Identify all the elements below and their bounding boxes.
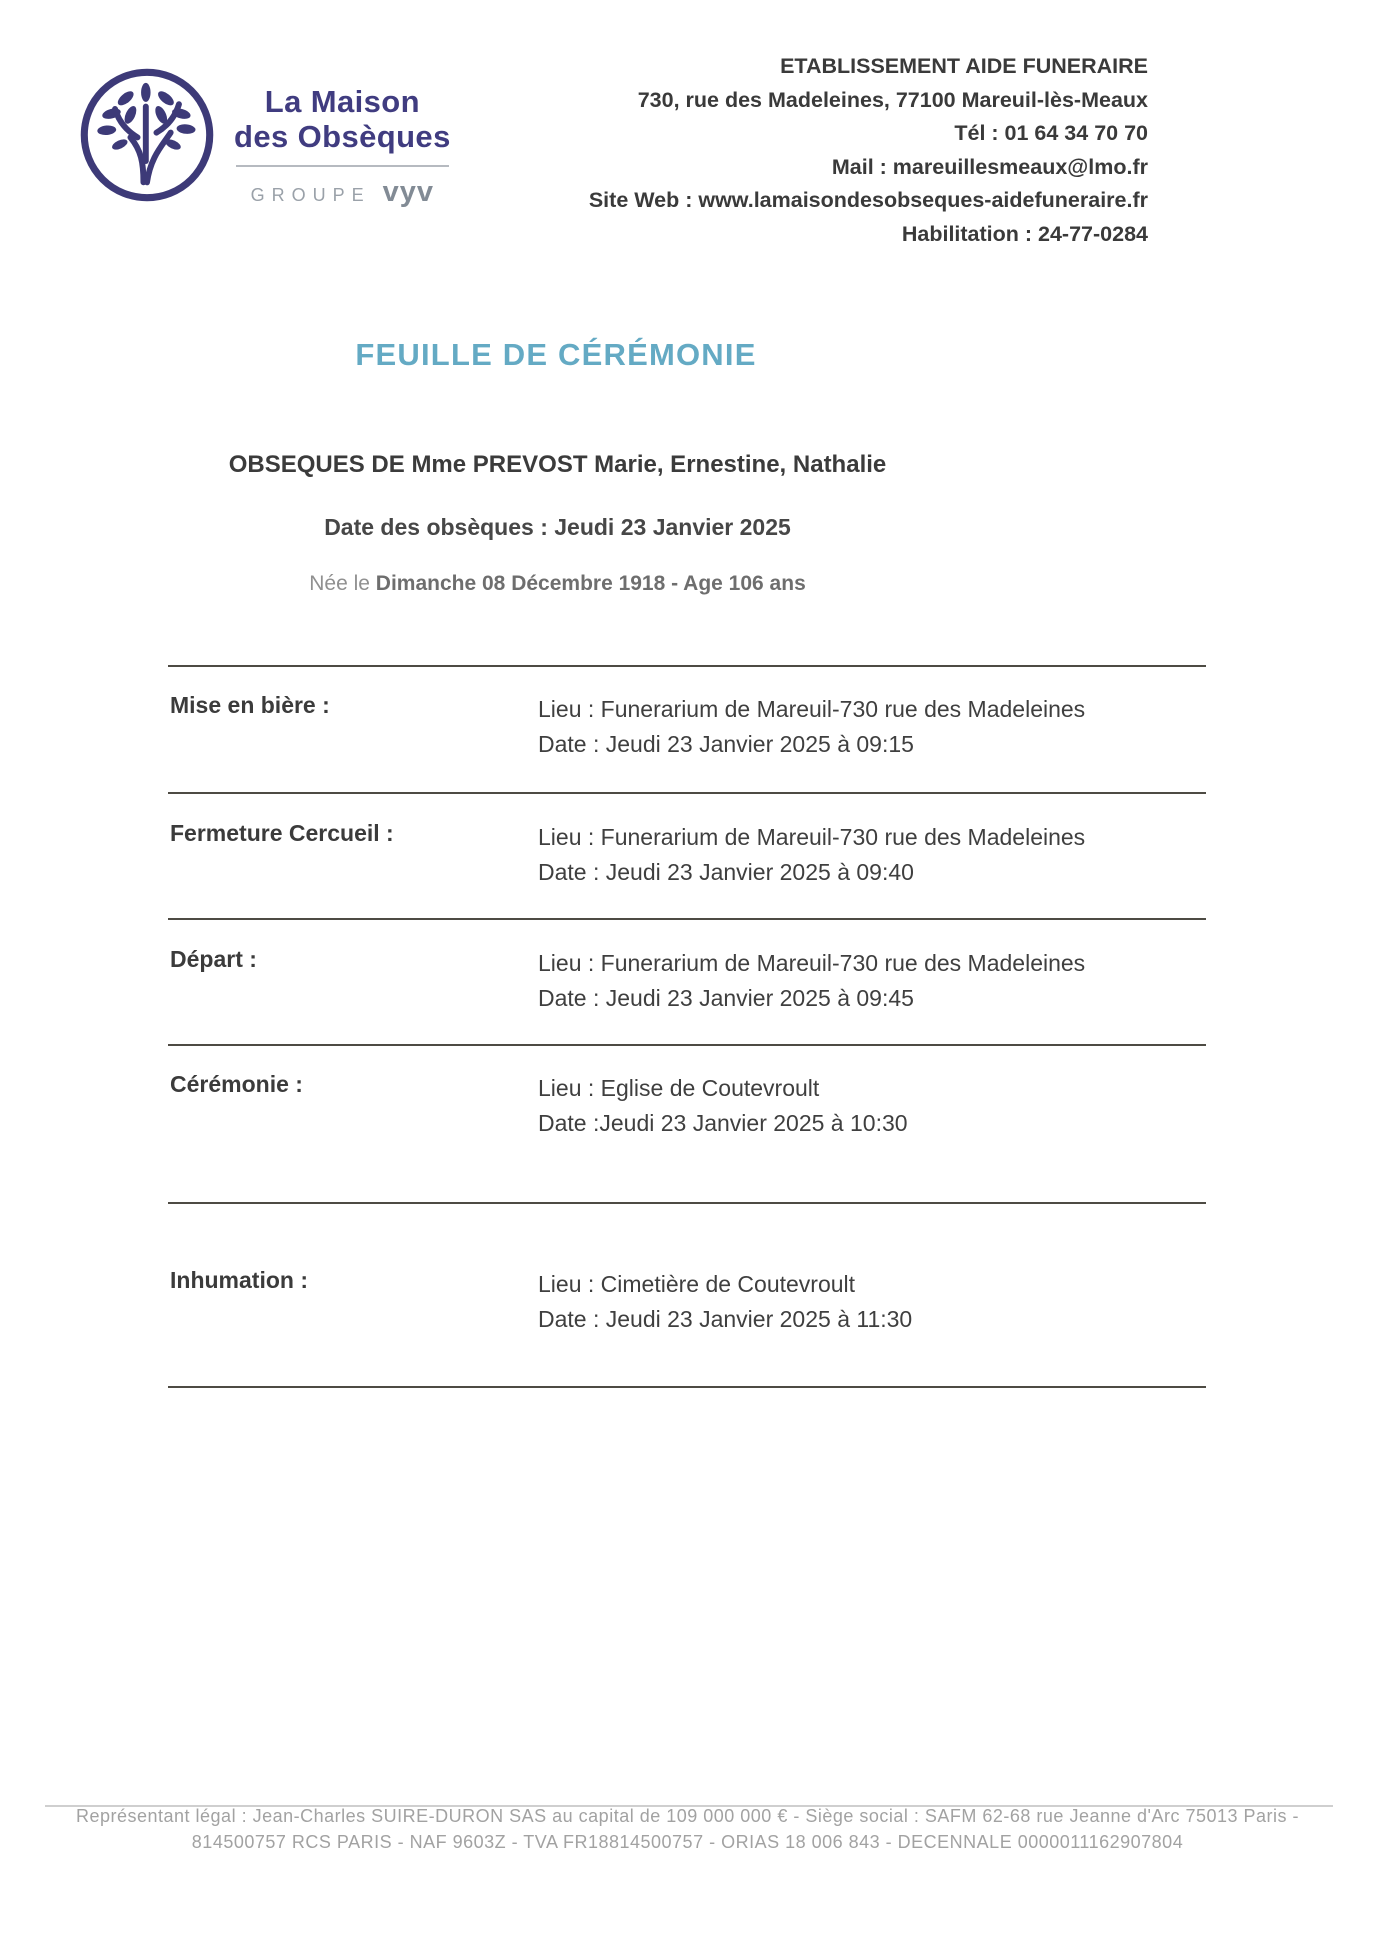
schedule-row-label: Fermeture Cercueil : [170, 820, 394, 846]
establishment-name: ETABLISSEMENT AIDE FUNERAIRE [780, 54, 1148, 78]
schedule-row-label: Mise en bière : [170, 692, 330, 718]
establishment-contact-block [589, 50, 1148, 251]
establishment-habilitation: Habilitation : 24-77-0284 [901, 221, 1148, 246]
schedule-row-details [538, 1071, 908, 1141]
brand-name-line1: La Maison [264, 84, 420, 119]
schedule-row-label: Cérémonie : [170, 1071, 303, 1097]
establishment-website: Site Web : www.lamaisondesobseques-aidefuneraire.fr [588, 188, 1148, 212]
company-logo [76, 64, 451, 209]
brand-text-block [234, 64, 451, 209]
schedule-date: Date :Jeudi 23 Janvier 2025 à 10:30 [538, 1110, 908, 1136]
logo-divider-line [236, 165, 449, 167]
schedule-lieu: Lieu : Cimetière de Coutevroult [538, 1271, 856, 1297]
group-label: GROUPE [250, 185, 371, 205]
divider-line [168, 792, 1206, 794]
divider-line [168, 1044, 1206, 1046]
legal-footer-line1: Représentant légal : Jean-Charles SUIRE-DURON SAS au capital de 109 000 000 € - Siège social : SAFM 62-68 rue Jeanne d'Arc 75013 Paris - [75, 1806, 1300, 1826]
schedule-row-details [538, 946, 1085, 1016]
schedule-row-details [538, 1267, 912, 1337]
establishment-address: 730, rue des Madeleines, 77100 Mareuil-lès-Meaux [637, 87, 1148, 112]
legal-footer [0, 1803, 1375, 1855]
schedule-row-label: Inhumation : [170, 1267, 308, 1293]
schedule-date: Date : Jeudi 23 Janvier 2025 à 09:40 [538, 859, 914, 885]
schedule-row-label: Départ : [170, 946, 257, 972]
schedule-lieu: Lieu : Funerarium de Mareuil-730 rue des Madeleines [538, 696, 1086, 722]
divider-line [168, 1202, 1206, 1204]
tree-in-circle-icon [76, 64, 218, 206]
birth-date-line [0, 572, 1115, 596]
establishment-phone: Tél : 01 64 34 70 70 [954, 121, 1148, 145]
brand-name-line2: des Obsèques [234, 119, 451, 154]
funeral-date-line: Date des obsèques : Jeudi 23 Janvier 2025 [324, 514, 791, 540]
legal-footer-line2: 814500757 RCS PARIS - NAF 9603Z - TVA FR18814500757 - ORIAS 18 006 843 - DECENNALE 0000011162907804 [191, 1832, 1184, 1852]
establishment-mail: Mail : mareuillesmeaux@lmo.fr [831, 154, 1148, 179]
schedule-lieu: Lieu : Funerarium de Mareuil-730 rue des Madeleines [538, 950, 1086, 976]
schedule-lieu: Lieu : Funerarium de Mareuil-730 rue des Madeleines [538, 824, 1086, 850]
group-brand-row [234, 176, 451, 209]
schedule-row-details [538, 820, 1085, 890]
divider-line [168, 665, 1206, 667]
schedule-row-details [538, 692, 1085, 762]
obseques-heading: OBSEQUES DE Mme PREVOST Marie, Ernestine, Nathalie [228, 451, 887, 478]
divider-line [168, 918, 1206, 920]
birth-date-value: Dimanche 08 Décembre 1918 - Age 106 ans [375, 572, 806, 595]
schedule-date: Date : Jeudi 23 Janvier 2025 à 11:30 [538, 1306, 913, 1332]
schedule-lieu: Lieu : Eglise de Coutevroult [538, 1075, 820, 1101]
divider-line [168, 1386, 1206, 1388]
vyv-brand: vyv [382, 176, 435, 208]
schedule-date: Date : Jeudi 23 Janvier 2025 à 09:45 [538, 985, 914, 1011]
document-title: FEUILLE DE CÉRÉMONIE [355, 337, 757, 372]
birth-date-prefix: Née le [309, 572, 376, 595]
schedule-date: Date : Jeudi 23 Janvier 2025 à 09:15 [538, 731, 914, 757]
